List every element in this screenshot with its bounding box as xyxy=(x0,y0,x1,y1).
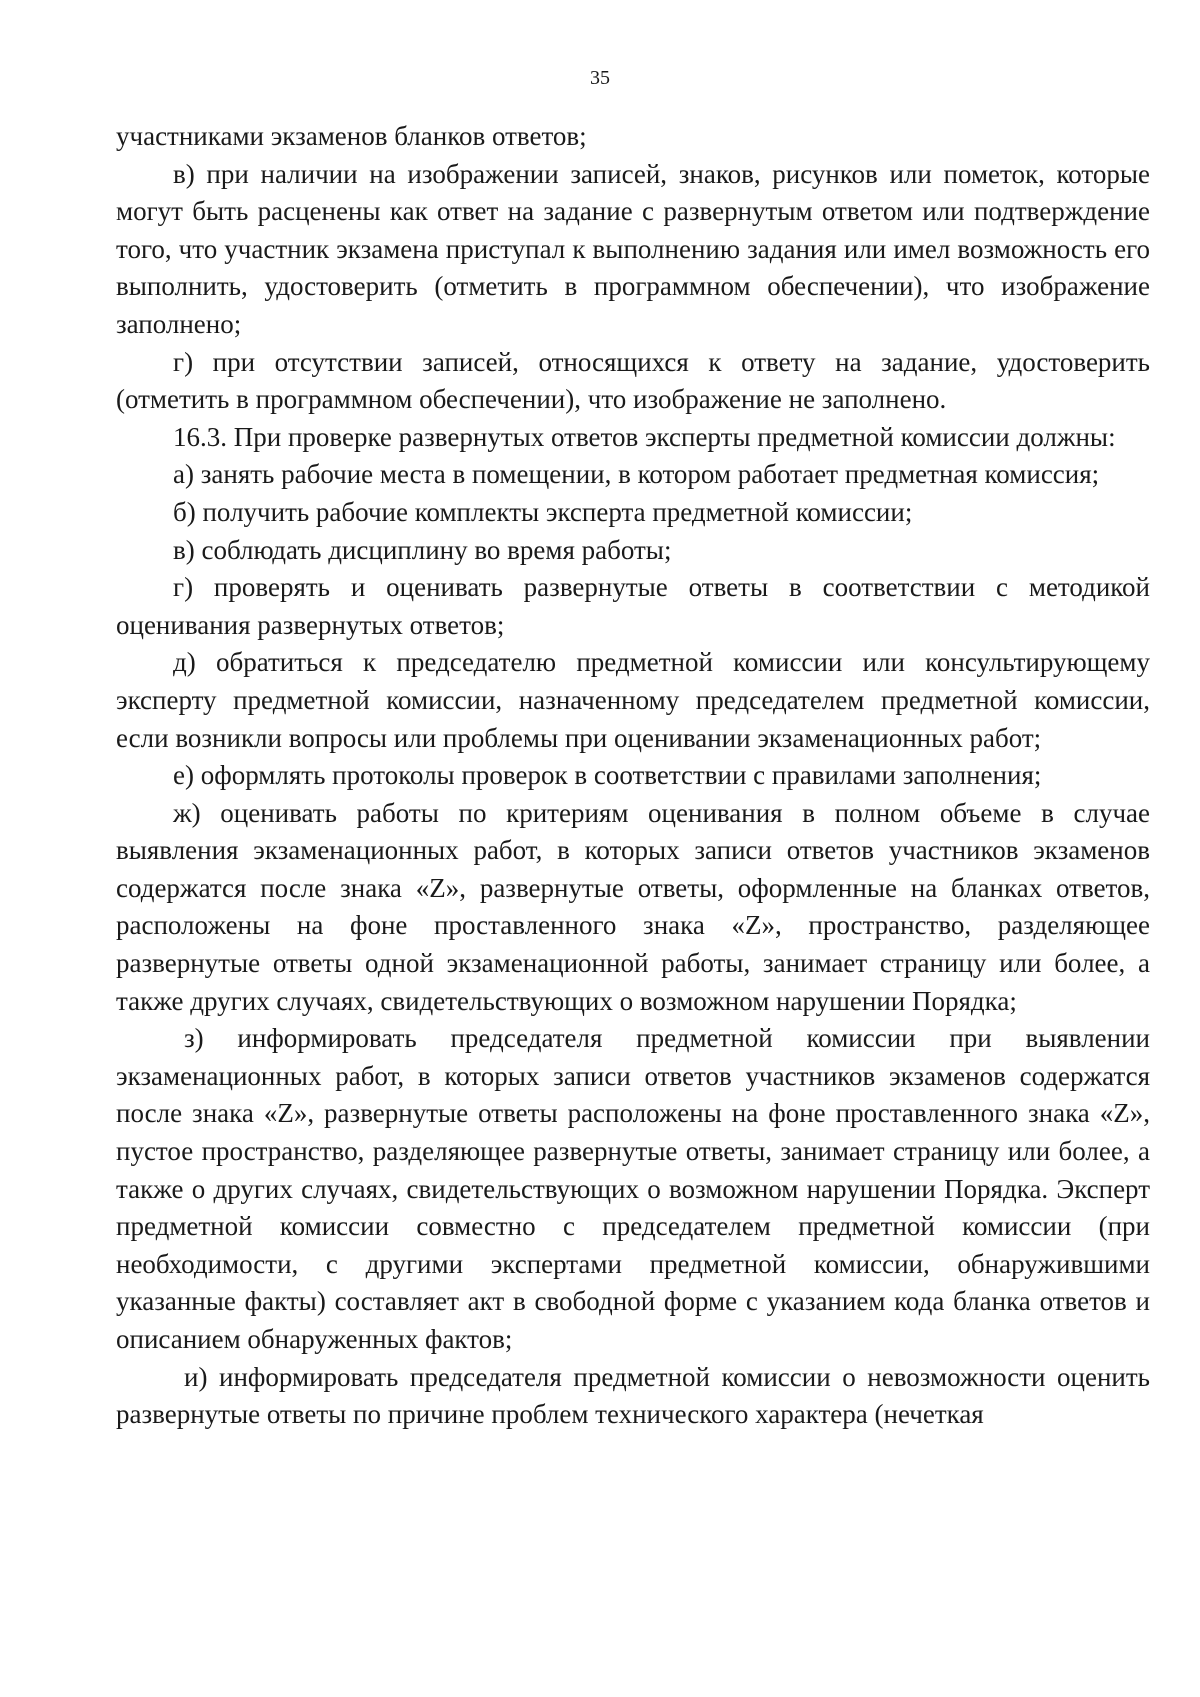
paragraph-item-z: з) информировать председателя предметной комиссии при выявлении экзаменационных работ, в которых записи ответов участников экзаменов содержатся после знака «Z», развернутые ответы расположены на фоне проставленного знака «Z», пустое пространство, разделяющее развернутые ответы, занимает страницу или более, а также о других случаях, свидетельствующих о возможном нарушении Порядка. Эксперт предметной комиссии совместно с председателем предметной комиссии (при необходимости, с другими экспертами предметной комиссии, обнаружившими указанные факты) составляет акт в свободной форме с указанием кода бланка ответов и описанием обнаруженных фактов; xyxy=(116,1023,1150,1354)
paragraph-item-zh: ж) оценивать работы по критериям оценивания в полном объеме в случае выявления экзаменационных работ, в которых записи ответов участников экзаменов содержатся после знака «Z», развернутые ответы, оформленные на бланках ответов, расположены на фоне проставленного знака «Z», пространство, разделяющее развернутые ответы одной экзаменационной работы, занимает страницу или более, а также других случаях, свидетельствующих о возможном нарушении Порядка; xyxy=(116,797,1150,1016)
paragraph-item-i: и) информировать председателя предметной комиссии о невозможности оценить развернутые ответы по причине проблем технического характера (нечеткая xyxy=(116,1361,1150,1430)
paragraph-section-16-3: 16.3. При проверке развернутых ответов эксперты предметной комиссии должны: xyxy=(173,421,1116,452)
paragraph-continuation: участниками экзаменов бланков ответов; xyxy=(116,121,587,151)
page-number: 35 xyxy=(590,67,610,89)
paragraph-item-g2: г) проверять и оценивать развернутые ответы в соответствии с методикой оценивания развернутых ответов; xyxy=(116,572,1150,640)
paragraph-item-g: г) при отсутствии записей, относящихся к ответу на задание, удостоверить (отметить в программном обеспечении), что изображение не заполнено. xyxy=(116,346,1150,415)
document-body xyxy=(116,118,1150,1434)
paragraph-item-v2: в) соблюдать дисциплину во время работы; xyxy=(173,534,672,565)
paragraph-item-a: а) занять рабочие места в помещении, в котором работает предметная комиссия; xyxy=(173,459,1100,490)
paragraph-item-v: в) при наличии на изображении записей, знаков, рисунков или пометок, которые могут быть расценены как ответ на задание с развернутым ответом или подтверждение того, что участник экзамена приступал к выполнению задания или имел возможность его выполнить, удостоверить (отметить в программном обеспечении), что изображение заполнено; xyxy=(116,158,1150,339)
paragraph-item-d: д) обратиться к председателю предметной комиссии или консультирующему эксперту предметной комиссии, назначенному председателем предметной комиссии, если возникли вопросы или проблемы при оценивании экзаменационных работ; xyxy=(116,647,1150,753)
paragraph-item-b: б) получить рабочие комплекты эксперта предметной комиссии; xyxy=(173,496,913,527)
paragraph-item-e: е) оформлять протоколы проверок в соответствии с правилами заполнения; xyxy=(173,760,1042,791)
